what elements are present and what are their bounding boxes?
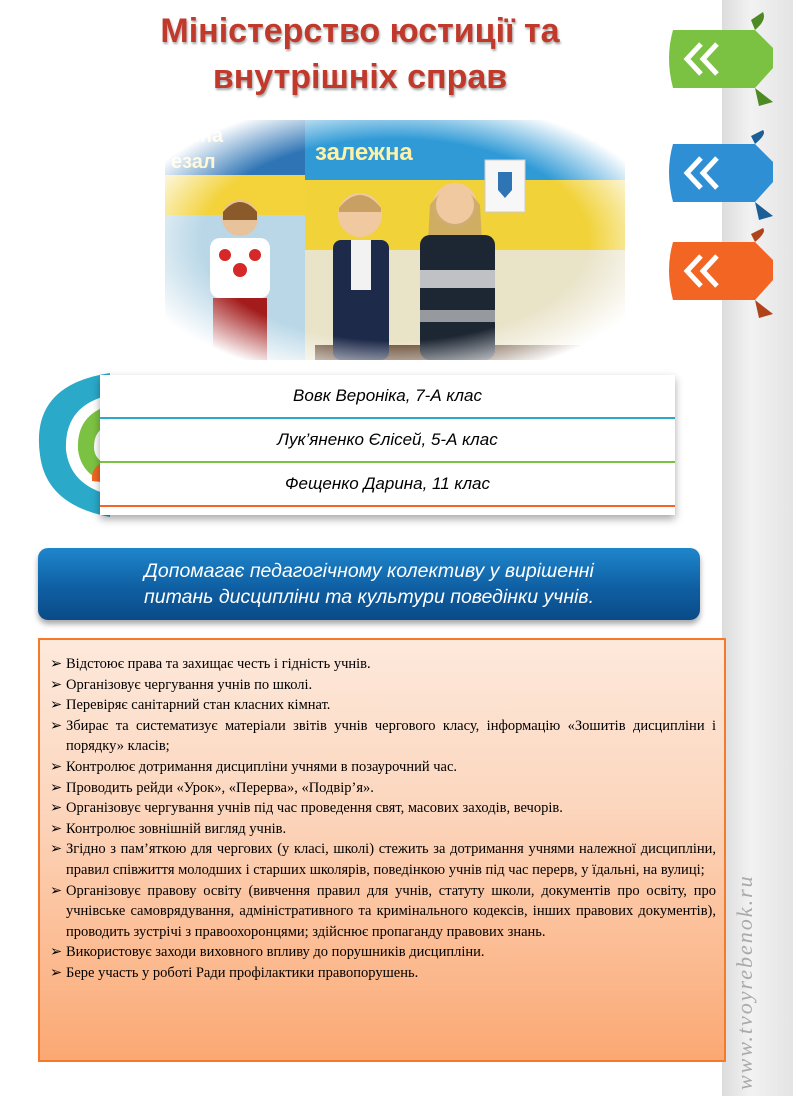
duties-box <box>38 638 726 1062</box>
duties-list <box>50 654 716 984</box>
arrow-bullet-icon: ➢ <box>50 697 63 714</box>
list-item: ➢ Використовує заходи виховного впливу до порушників дисципліни. <box>50 942 716 963</box>
arrow-bullet-icon: ➢ <box>50 882 63 899</box>
arrow-bullet-icon: ➢ <box>50 800 63 817</box>
members-list <box>100 375 675 515</box>
list-item: ➢ Бере участь у роботі Ради профілактики правопорушень. <box>50 963 716 984</box>
member-name: Лук’яненко Єлісей, 5-А клас <box>277 430 498 449</box>
arrow-bullet-icon: ➢ <box>50 758 63 775</box>
banner-line1: Допомагає педагогічному колективу у вирішенні <box>144 560 594 582</box>
list-item: ➢ Перевіряє санітарний стан класних кімнат. <box>50 695 716 716</box>
page-title-line1: Міністерство юстиції та <box>160 12 560 50</box>
arrow-bullet-icon: ➢ <box>50 944 63 961</box>
list-item: ➢ Збирає та систематизує матеріали звітів учнів чергового класу, інформацію «Зошитів дисципліни і порядку» класів; <box>50 717 716 755</box>
list-item: ➢ Згідно з пам’яткою для чергових (у класі, школі) стежить за дотримання учнями належної дисципліни, правил співжиття молодших і старших школярів, поведінкою учнів під час перерв, у їдальні, на вулиці; <box>50 841 716 878</box>
list-item: ➢ Контролює зовнішній вигляд учнів. <box>50 819 716 840</box>
group-photo <box>165 120 625 360</box>
list-item: ➢ Організовує чергування учнів під час проведення свят, масових заходів, вечорів. <box>50 798 716 819</box>
member-row <box>100 419 675 463</box>
list-item: ➢ Відстоює права та захищає честь і гідність учнів. <box>50 654 716 675</box>
member-name: Фещенко Дарина, 11 клас <box>285 474 490 493</box>
list-item: ➢ Проводить рейди «Урок», «Перерва», «Подвір’я». <box>50 778 716 799</box>
page-title <box>100 8 620 100</box>
member-row <box>100 463 675 507</box>
member-row <box>100 375 675 419</box>
arrow-bullet-icon: ➢ <box>50 779 63 796</box>
list-item: ➢ Організовує чергування учнів по школі. <box>50 675 716 696</box>
list-item: ➢ Організовує правову освіту (вивчення правил для учнів, статуту школи, документів про освіту, про учнівське самоврядування, адміністративного та кримінального кодексів, інших правових документів), проводить зустрічі з правоохоронцями; здійснює пропаганду правових знань. <box>50 882 716 940</box>
arrow-bullet-icon: ➢ <box>50 964 63 981</box>
watermark: www.tvoyrebenok.ru <box>732 874 757 1090</box>
member-name: Вовк Вероніка, 7-А клас <box>293 386 482 405</box>
banner-line2: питань дисципліни та культури поведінки учнів. <box>144 586 594 608</box>
blue-ribbon <box>655 130 775 228</box>
arrow-bullet-icon: ➢ <box>50 820 63 837</box>
mission-banner <box>38 548 700 620</box>
green-ribbon <box>655 10 775 108</box>
list-item: ➢ Контролює дотримання дисципліни учнями в позаурочний час. <box>50 757 716 778</box>
arrow-bullet-icon: ➢ <box>50 717 63 734</box>
arrow-bullet-icon: ➢ <box>50 841 63 858</box>
arrow-bullet-icon: ➢ <box>50 676 63 693</box>
page-title-line2: внутрішніх справ <box>212 58 508 96</box>
arrow-bullet-icon: ➢ <box>50 656 63 672</box>
orange-ribbon <box>655 228 775 326</box>
